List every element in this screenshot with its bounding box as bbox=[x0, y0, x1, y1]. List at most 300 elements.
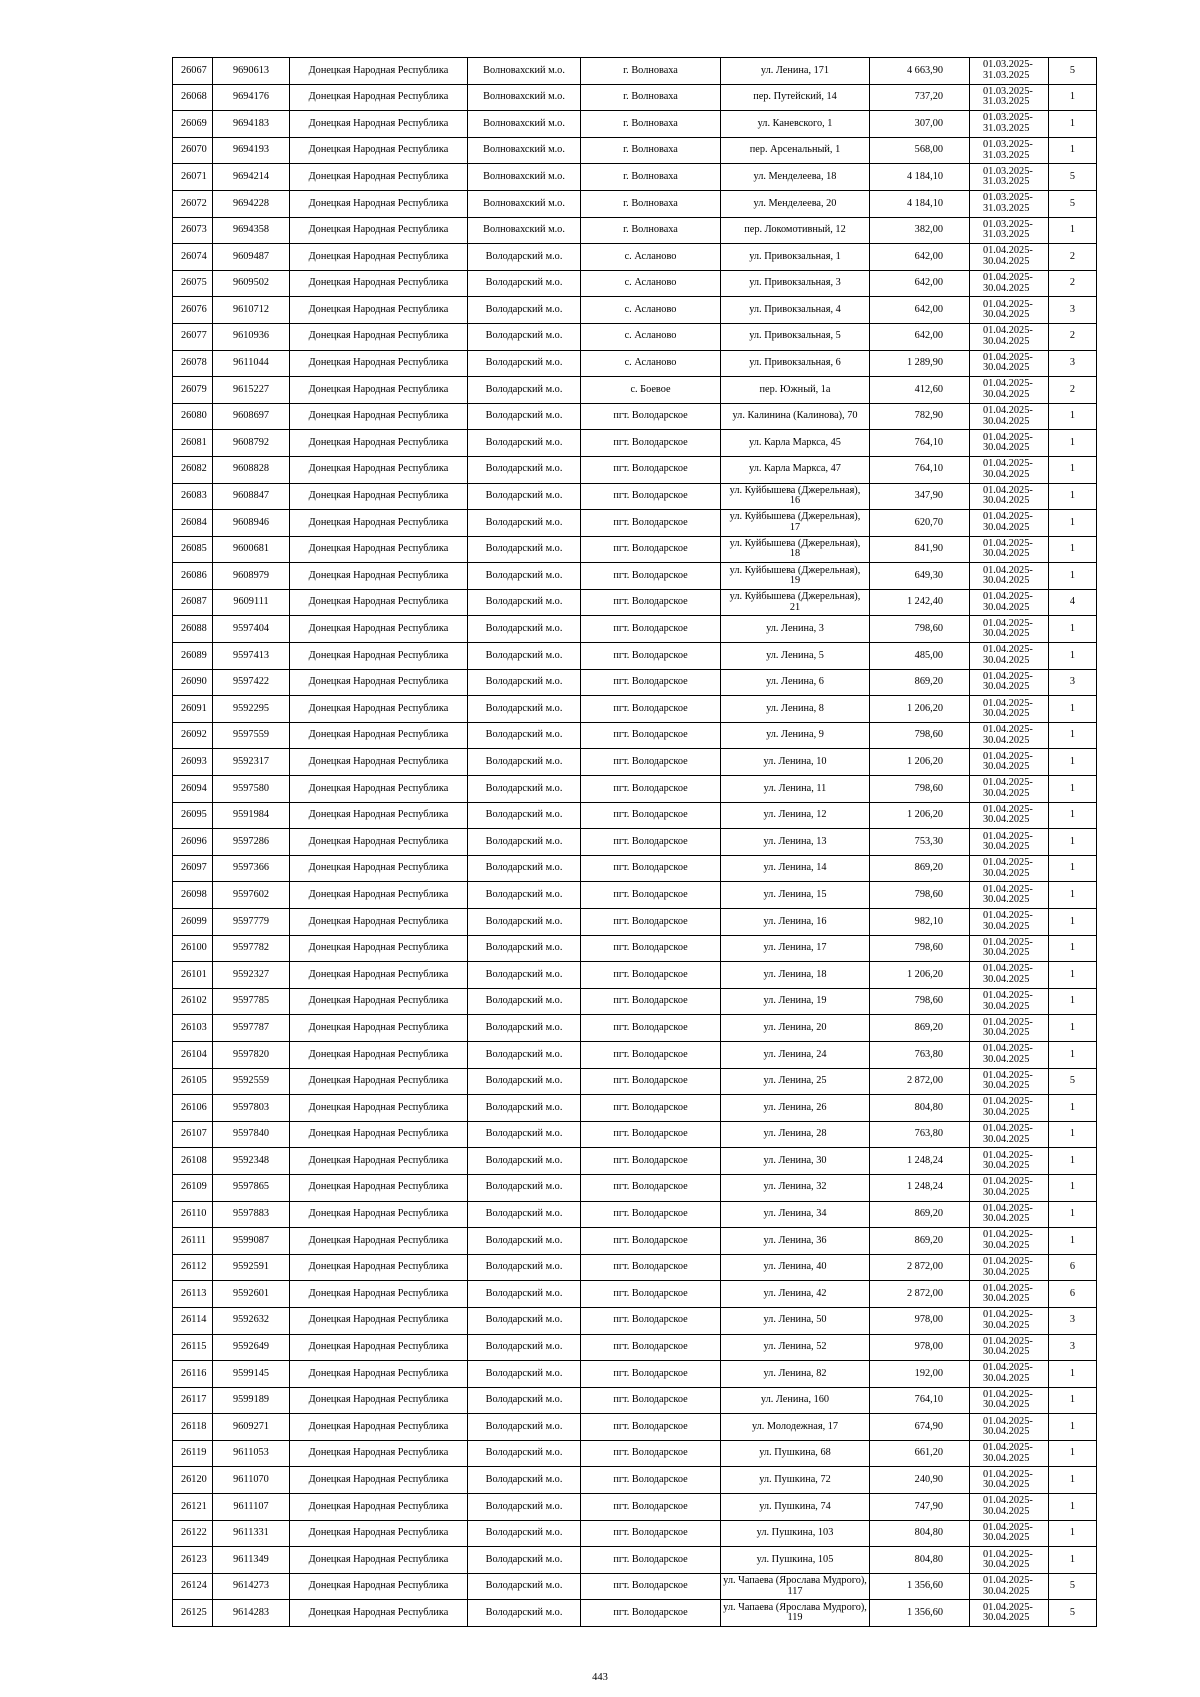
cell-district: Володарский м.о. bbox=[468, 1095, 581, 1122]
cell-locality: пгт. Володарское bbox=[581, 749, 721, 776]
cell-locality: пгт. Володарское bbox=[581, 483, 721, 510]
cell-count: 1 bbox=[1049, 1228, 1097, 1255]
cell-address: ул. Ленина, 30 bbox=[721, 1148, 870, 1175]
cell-locality: пгт. Володарское bbox=[581, 589, 721, 616]
table-row bbox=[173, 1015, 1097, 1042]
cell-count: 1 bbox=[1049, 643, 1097, 670]
registry-table bbox=[172, 57, 1097, 1627]
cell-locality: пгт. Володарское bbox=[581, 563, 721, 590]
cell-district: Володарский м.о. bbox=[468, 882, 581, 909]
cell-address: ул. Ленина, 34 bbox=[721, 1201, 870, 1228]
cell-object-id: 9597366 bbox=[213, 855, 290, 882]
cell-count: 1 bbox=[1049, 829, 1097, 856]
table-row bbox=[173, 403, 1097, 430]
table-row bbox=[173, 1201, 1097, 1228]
cell-count: 5 bbox=[1049, 58, 1097, 85]
cell-record-number: 26086 bbox=[173, 563, 213, 590]
cell-record-number: 26123 bbox=[173, 1547, 213, 1574]
cell-address: ул. Ленина, 14 bbox=[721, 855, 870, 882]
cell-address: ул. Привокзальная, 6 bbox=[721, 350, 870, 377]
cell-period: 01.04.2025- 30.04.2025 bbox=[970, 855, 1049, 882]
cell-object-id: 9611044 bbox=[213, 350, 290, 377]
cell-region: Донецкая Народная Республика bbox=[290, 483, 468, 510]
cell-object-id: 9597883 bbox=[213, 1201, 290, 1228]
cell-region: Донецкая Народная Республика bbox=[290, 190, 468, 217]
cell-district: Володарский м.о. bbox=[468, 323, 581, 350]
cell-record-number: 26109 bbox=[173, 1174, 213, 1201]
table-row bbox=[173, 244, 1097, 271]
cell-region: Донецкая Народная Республика bbox=[290, 802, 468, 829]
cell-area: 798,60 bbox=[870, 935, 970, 962]
cell-region: Донецкая Народная Республика bbox=[290, 350, 468, 377]
cell-address: ул. Ленина, 5 bbox=[721, 643, 870, 670]
cell-district: Володарский м.о. bbox=[468, 1467, 581, 1494]
cell-record-number: 26118 bbox=[173, 1414, 213, 1441]
cell-object-id: 9610712 bbox=[213, 297, 290, 324]
cell-record-number: 26120 bbox=[173, 1467, 213, 1494]
cell-region: Донецкая Народная Республика bbox=[290, 1095, 468, 1122]
cell-area: 982,10 bbox=[870, 909, 970, 936]
table-row bbox=[173, 563, 1097, 590]
cell-count: 1 bbox=[1049, 217, 1097, 244]
table-row bbox=[173, 377, 1097, 404]
cell-address: ул. Куйбышева (Джерельная), 21 bbox=[721, 589, 870, 616]
cell-period: 01.04.2025- 30.04.2025 bbox=[970, 510, 1049, 537]
cell-area: 804,80 bbox=[870, 1095, 970, 1122]
cell-address: ул. Пушкина, 74 bbox=[721, 1494, 870, 1521]
cell-record-number: 26074 bbox=[173, 244, 213, 271]
cell-area: 1 248,24 bbox=[870, 1148, 970, 1175]
cell-locality: г. Волноваха bbox=[581, 58, 721, 85]
cell-record-number: 26122 bbox=[173, 1520, 213, 1547]
cell-locality: с. Асланово bbox=[581, 270, 721, 297]
cell-period: 01.04.2025- 30.04.2025 bbox=[970, 350, 1049, 377]
cell-district: Волновахский м.о. bbox=[468, 58, 581, 85]
cell-count: 1 bbox=[1049, 403, 1097, 430]
table-row bbox=[173, 935, 1097, 962]
cell-region: Донецкая Народная Республика bbox=[290, 988, 468, 1015]
cell-period: 01.03.2025- 31.03.2025 bbox=[970, 217, 1049, 244]
table-row bbox=[173, 430, 1097, 457]
cell-address: ул. Ленина, 8 bbox=[721, 696, 870, 723]
cell-record-number: 26091 bbox=[173, 696, 213, 723]
cell-object-id: 9597779 bbox=[213, 909, 290, 936]
cell-district: Володарский м.о. bbox=[468, 1254, 581, 1281]
cell-object-id: 9609502 bbox=[213, 270, 290, 297]
cell-area: 4 663,90 bbox=[870, 58, 970, 85]
cell-area: 1 206,20 bbox=[870, 962, 970, 989]
cell-count: 1 bbox=[1049, 1174, 1097, 1201]
table-row bbox=[173, 217, 1097, 244]
cell-address: ул. Менделеева, 20 bbox=[721, 190, 870, 217]
cell-record-number: 26111 bbox=[173, 1228, 213, 1255]
cell-period: 01.04.2025- 30.04.2025 bbox=[970, 297, 1049, 324]
cell-object-id: 9597782 bbox=[213, 935, 290, 962]
cell-address: ул. Чапаева (Ярослава Мудрого), 117 bbox=[721, 1573, 870, 1600]
table-row bbox=[173, 1254, 1097, 1281]
cell-district: Володарский м.о. bbox=[468, 1520, 581, 1547]
cell-area: 347,90 bbox=[870, 483, 970, 510]
cell-area: 798,60 bbox=[870, 616, 970, 643]
cell-count: 5 bbox=[1049, 1068, 1097, 1095]
cell-district: Володарский м.о. bbox=[468, 909, 581, 936]
cell-object-id: 9592295 bbox=[213, 696, 290, 723]
cell-district: Володарский м.о. bbox=[468, 1041, 581, 1068]
cell-region: Донецкая Народная Республика bbox=[290, 669, 468, 696]
cell-object-id: 9597865 bbox=[213, 1174, 290, 1201]
cell-object-id: 9611349 bbox=[213, 1547, 290, 1574]
cell-locality: пгт. Володарское bbox=[581, 1201, 721, 1228]
cell-region: Донецкая Народная Республика bbox=[290, 430, 468, 457]
table-row bbox=[173, 855, 1097, 882]
cell-address: ул. Ленина, 42 bbox=[721, 1281, 870, 1308]
cell-region: Донецкая Народная Республика bbox=[290, 1440, 468, 1467]
cell-period: 01.04.2025- 30.04.2025 bbox=[970, 1121, 1049, 1148]
cell-record-number: 26119 bbox=[173, 1440, 213, 1467]
table-row bbox=[173, 84, 1097, 111]
cell-area: 192,00 bbox=[870, 1361, 970, 1388]
cell-record-number: 26080 bbox=[173, 403, 213, 430]
cell-district: Волновахский м.о. bbox=[468, 164, 581, 191]
cell-address: ул. Ленина, 26 bbox=[721, 1095, 870, 1122]
cell-record-number: 26077 bbox=[173, 323, 213, 350]
table-row bbox=[173, 776, 1097, 803]
cell-count: 1 bbox=[1049, 1095, 1097, 1122]
cell-locality: г. Волноваха bbox=[581, 217, 721, 244]
cell-region: Донецкая Народная Республика bbox=[290, 1414, 468, 1441]
cell-area: 804,80 bbox=[870, 1547, 970, 1574]
cell-locality: пгт. Володарское bbox=[581, 1121, 721, 1148]
cell-region: Донецкая Народная Республика bbox=[290, 1494, 468, 1521]
cell-period: 01.03.2025- 31.03.2025 bbox=[970, 84, 1049, 111]
cell-locality: пгт. Володарское bbox=[581, 1414, 721, 1441]
cell-locality: с. Асланово bbox=[581, 297, 721, 324]
cell-locality: пгт. Володарское bbox=[581, 1520, 721, 1547]
table-row bbox=[173, 1041, 1097, 1068]
cell-address: пер. Арсенальный, 1 bbox=[721, 137, 870, 164]
cell-area: 642,00 bbox=[870, 297, 970, 324]
cell-region: Донецкая Народная Республика bbox=[290, 1201, 468, 1228]
cell-record-number: 26099 bbox=[173, 909, 213, 936]
cell-period: 01.04.2025- 30.04.2025 bbox=[970, 1520, 1049, 1547]
cell-locality: пгт. Володарское bbox=[581, 510, 721, 537]
cell-locality: пгт. Володарское bbox=[581, 988, 721, 1015]
cell-region: Донецкая Народная Республика bbox=[290, 1148, 468, 1175]
page-number: 443 bbox=[592, 1672, 608, 1683]
cell-region: Донецкая Народная Республика bbox=[290, 1254, 468, 1281]
cell-address: ул. Ленина, 40 bbox=[721, 1254, 870, 1281]
cell-region: Донецкая Народная Республика bbox=[290, 58, 468, 85]
cell-area: 804,80 bbox=[870, 1520, 970, 1547]
cell-period: 01.04.2025- 30.04.2025 bbox=[970, 1414, 1049, 1441]
table-row bbox=[173, 164, 1097, 191]
cell-address: пер. Южный, 1а bbox=[721, 377, 870, 404]
cell-area: 869,20 bbox=[870, 1015, 970, 1042]
cell-district: Володарский м.о. bbox=[468, 643, 581, 670]
cell-record-number: 26078 bbox=[173, 350, 213, 377]
cell-object-id: 9597787 bbox=[213, 1015, 290, 1042]
table-row bbox=[173, 350, 1097, 377]
table-row bbox=[173, 1547, 1097, 1574]
cell-area: 1 248,24 bbox=[870, 1174, 970, 1201]
cell-locality: пгт. Володарское bbox=[581, 722, 721, 749]
cell-address: ул. Привокзальная, 1 bbox=[721, 244, 870, 271]
cell-area: 2 872,00 bbox=[870, 1254, 970, 1281]
cell-region: Донецкая Народная Республика bbox=[290, 137, 468, 164]
cell-region: Донецкая Народная Республика bbox=[290, 1121, 468, 1148]
cell-address: пер. Локомотивный, 12 bbox=[721, 217, 870, 244]
cell-count: 1 bbox=[1049, 456, 1097, 483]
cell-record-number: 26103 bbox=[173, 1015, 213, 1042]
cell-region: Донецкая Народная Республика bbox=[290, 323, 468, 350]
cell-period: 01.03.2025- 31.03.2025 bbox=[970, 111, 1049, 138]
cell-object-id: 9597422 bbox=[213, 669, 290, 696]
cell-count: 1 bbox=[1049, 111, 1097, 138]
cell-period: 01.04.2025- 30.04.2025 bbox=[970, 1015, 1049, 1042]
cell-district: Володарский м.о. bbox=[468, 536, 581, 563]
cell-area: 412,60 bbox=[870, 377, 970, 404]
cell-period: 01.04.2025- 30.04.2025 bbox=[970, 722, 1049, 749]
cell-record-number: 26073 bbox=[173, 217, 213, 244]
cell-record-number: 26090 bbox=[173, 669, 213, 696]
cell-object-id: 9690613 bbox=[213, 58, 290, 85]
cell-area: 753,30 bbox=[870, 829, 970, 856]
cell-region: Донецкая Народная Республика bbox=[290, 616, 468, 643]
cell-area: 978,00 bbox=[870, 1307, 970, 1334]
cell-region: Донецкая Народная Республика bbox=[290, 829, 468, 856]
cell-count: 3 bbox=[1049, 669, 1097, 696]
cell-address: ул. Ленина, 12 bbox=[721, 802, 870, 829]
cell-district: Володарский м.о. bbox=[468, 1121, 581, 1148]
table-row bbox=[173, 1573, 1097, 1600]
cell-address: ул. Ленина, 19 bbox=[721, 988, 870, 1015]
cell-count: 5 bbox=[1049, 164, 1097, 191]
cell-record-number: 26072 bbox=[173, 190, 213, 217]
cell-area: 568,00 bbox=[870, 137, 970, 164]
cell-address: ул. Ленина, 15 bbox=[721, 882, 870, 909]
cell-record-number: 26110 bbox=[173, 1201, 213, 1228]
cell-count: 1 bbox=[1049, 510, 1097, 537]
table-row bbox=[173, 988, 1097, 1015]
cell-locality: пгт. Володарское bbox=[581, 1440, 721, 1467]
cell-area: 763,80 bbox=[870, 1041, 970, 1068]
cell-locality: пгт. Володарское bbox=[581, 1228, 721, 1255]
cell-area: 763,80 bbox=[870, 1121, 970, 1148]
cell-address: ул. Куйбышева (Джерельная), 19 bbox=[721, 563, 870, 590]
cell-period: 01.04.2025- 30.04.2025 bbox=[970, 403, 1049, 430]
table-row bbox=[173, 536, 1097, 563]
cell-district: Володарский м.о. bbox=[468, 1307, 581, 1334]
cell-address: ул. Ленина, 9 bbox=[721, 722, 870, 749]
cell-area: 1 206,20 bbox=[870, 802, 970, 829]
cell-region: Донецкая Народная Республика bbox=[290, 1520, 468, 1547]
cell-record-number: 26089 bbox=[173, 643, 213, 670]
cell-locality: пгт. Володарское bbox=[581, 935, 721, 962]
cell-address: ул. Ленина, 20 bbox=[721, 1015, 870, 1042]
cell-period: 01.04.2025- 30.04.2025 bbox=[970, 749, 1049, 776]
cell-count: 1 bbox=[1049, 1520, 1097, 1547]
cell-locality: с. Асланово bbox=[581, 350, 721, 377]
cell-region: Донецкая Народная Республика bbox=[290, 1573, 468, 1600]
cell-region: Донецкая Народная Республика bbox=[290, 935, 468, 962]
cell-period: 01.04.2025- 30.04.2025 bbox=[970, 377, 1049, 404]
cell-period: 01.04.2025- 30.04.2025 bbox=[970, 1174, 1049, 1201]
cell-object-id: 9609271 bbox=[213, 1414, 290, 1441]
cell-record-number: 26124 bbox=[173, 1573, 213, 1600]
table-row bbox=[173, 643, 1097, 670]
cell-district: Володарский м.о. bbox=[468, 935, 581, 962]
table-row bbox=[173, 1281, 1097, 1308]
cell-address: ул. Привокзальная, 4 bbox=[721, 297, 870, 324]
cell-period: 01.04.2025- 30.04.2025 bbox=[970, 1201, 1049, 1228]
table-row bbox=[173, 190, 1097, 217]
table-row bbox=[173, 802, 1097, 829]
cell-object-id: 9694214 bbox=[213, 164, 290, 191]
cell-locality: пгт. Володарское bbox=[581, 776, 721, 803]
cell-period: 01.04.2025- 30.04.2025 bbox=[970, 1334, 1049, 1361]
cell-record-number: 26068 bbox=[173, 84, 213, 111]
cell-object-id: 9611053 bbox=[213, 1440, 290, 1467]
cell-count: 1 bbox=[1049, 563, 1097, 590]
cell-count: 1 bbox=[1049, 988, 1097, 1015]
table-row bbox=[173, 589, 1097, 616]
cell-address: ул. Пушкина, 72 bbox=[721, 1467, 870, 1494]
cell-count: 1 bbox=[1049, 430, 1097, 457]
cell-object-id: 9597580 bbox=[213, 776, 290, 803]
cell-record-number: 26101 bbox=[173, 962, 213, 989]
cell-count: 1 bbox=[1049, 1121, 1097, 1148]
cell-area: 485,00 bbox=[870, 643, 970, 670]
cell-locality: г. Волноваха bbox=[581, 111, 721, 138]
cell-count: 1 bbox=[1049, 1015, 1097, 1042]
cell-region: Донецкая Народная Республика bbox=[290, 1041, 468, 1068]
cell-count: 1 bbox=[1049, 882, 1097, 909]
cell-area: 798,60 bbox=[870, 882, 970, 909]
cell-district: Володарский м.о. bbox=[468, 244, 581, 271]
cell-region: Донецкая Народная Республика bbox=[290, 1068, 468, 1095]
cell-record-number: 26121 bbox=[173, 1494, 213, 1521]
cell-count: 3 bbox=[1049, 350, 1097, 377]
cell-locality: г. Волноваха bbox=[581, 84, 721, 111]
cell-count: 1 bbox=[1049, 1547, 1097, 1574]
cell-locality: пгт. Володарское bbox=[581, 1387, 721, 1414]
cell-locality: пгт. Володарское bbox=[581, 909, 721, 936]
cell-area: 798,60 bbox=[870, 988, 970, 1015]
cell-region: Донецкая Народная Республика bbox=[290, 217, 468, 244]
cell-area: 737,20 bbox=[870, 84, 970, 111]
cell-count: 4 bbox=[1049, 589, 1097, 616]
table-row bbox=[173, 669, 1097, 696]
cell-record-number: 26084 bbox=[173, 510, 213, 537]
cell-object-id: 9592559 bbox=[213, 1068, 290, 1095]
cell-count: 1 bbox=[1049, 1387, 1097, 1414]
cell-period: 01.04.2025- 30.04.2025 bbox=[970, 616, 1049, 643]
cell-district: Володарский м.о. bbox=[468, 270, 581, 297]
table-row bbox=[173, 722, 1097, 749]
cell-count: 1 bbox=[1049, 616, 1097, 643]
cell-object-id: 9609111 bbox=[213, 589, 290, 616]
cell-period: 01.04.2025- 30.04.2025 bbox=[970, 1494, 1049, 1521]
cell-object-id: 9614273 bbox=[213, 1573, 290, 1600]
cell-region: Донецкая Народная Республика bbox=[290, 377, 468, 404]
cell-count: 2 bbox=[1049, 323, 1097, 350]
cell-record-number: 26095 bbox=[173, 802, 213, 829]
cell-region: Донецкая Народная Республика bbox=[290, 855, 468, 882]
cell-area: 764,10 bbox=[870, 1387, 970, 1414]
cell-address: ул. Ленина, 28 bbox=[721, 1121, 870, 1148]
cell-district: Володарский м.о. bbox=[468, 297, 581, 324]
cell-locality: пгт. Володарское bbox=[581, 1361, 721, 1388]
cell-area: 1 242,40 bbox=[870, 589, 970, 616]
cell-count: 3 bbox=[1049, 1307, 1097, 1334]
cell-area: 1 206,20 bbox=[870, 749, 970, 776]
cell-district: Володарский м.о. bbox=[468, 1148, 581, 1175]
cell-locality: пгт. Володарское bbox=[581, 829, 721, 856]
table-body bbox=[173, 58, 1097, 1627]
cell-locality: г. Волноваха bbox=[581, 164, 721, 191]
cell-record-number: 26069 bbox=[173, 111, 213, 138]
cell-area: 240,90 bbox=[870, 1467, 970, 1494]
cell-district: Волновахский м.о. bbox=[468, 217, 581, 244]
cell-district: Володарский м.о. bbox=[468, 1440, 581, 1467]
cell-object-id: 9592317 bbox=[213, 749, 290, 776]
cell-locality: пгт. Володарское bbox=[581, 1015, 721, 1042]
cell-region: Донецкая Народная Республика bbox=[290, 403, 468, 430]
cell-district: Володарский м.о. bbox=[468, 1387, 581, 1414]
cell-period: 01.04.2025- 30.04.2025 bbox=[970, 563, 1049, 590]
cell-object-id: 9591984 bbox=[213, 802, 290, 829]
cell-locality: г. Волноваха bbox=[581, 190, 721, 217]
cell-record-number: 26117 bbox=[173, 1387, 213, 1414]
cell-region: Донецкая Народная Республика bbox=[290, 270, 468, 297]
cell-record-number: 26076 bbox=[173, 297, 213, 324]
table-row bbox=[173, 1494, 1097, 1521]
cell-district: Володарский м.о. bbox=[468, 722, 581, 749]
cell-area: 661,20 bbox=[870, 1440, 970, 1467]
cell-object-id: 9597286 bbox=[213, 829, 290, 856]
table-row bbox=[173, 1467, 1097, 1494]
cell-record-number: 26100 bbox=[173, 935, 213, 962]
cell-region: Донецкая Народная Республика bbox=[290, 1361, 468, 1388]
cell-record-number: 26093 bbox=[173, 749, 213, 776]
cell-period: 01.04.2025- 30.04.2025 bbox=[970, 1547, 1049, 1574]
cell-record-number: 26102 bbox=[173, 988, 213, 1015]
cell-region: Донецкая Народная Республика bbox=[290, 563, 468, 590]
cell-count: 1 bbox=[1049, 935, 1097, 962]
cell-period: 01.03.2025- 31.03.2025 bbox=[970, 164, 1049, 191]
cell-count: 1 bbox=[1049, 1440, 1097, 1467]
cell-record-number: 26079 bbox=[173, 377, 213, 404]
cell-address: пер. Путейский, 14 bbox=[721, 84, 870, 111]
cell-region: Донецкая Народная Республика bbox=[290, 696, 468, 723]
cell-region: Донецкая Народная Республика bbox=[290, 776, 468, 803]
cell-count: 1 bbox=[1049, 1414, 1097, 1441]
cell-region: Донецкая Народная Республика bbox=[290, 1307, 468, 1334]
cell-count: 1 bbox=[1049, 962, 1097, 989]
cell-area: 1 356,60 bbox=[870, 1600, 970, 1627]
cell-count: 6 bbox=[1049, 1281, 1097, 1308]
cell-region: Донецкая Народная Республика bbox=[290, 1281, 468, 1308]
cell-record-number: 26082 bbox=[173, 456, 213, 483]
cell-region: Донецкая Народная Республика bbox=[290, 1387, 468, 1414]
cell-record-number: 26125 bbox=[173, 1600, 213, 1627]
cell-area: 782,90 bbox=[870, 403, 970, 430]
cell-period: 01.04.2025- 30.04.2025 bbox=[970, 589, 1049, 616]
cell-district: Володарский м.о. bbox=[468, 563, 581, 590]
cell-period: 01.03.2025- 31.03.2025 bbox=[970, 58, 1049, 85]
cell-count: 1 bbox=[1049, 696, 1097, 723]
cell-locality: пгт. Володарское bbox=[581, 1600, 721, 1627]
